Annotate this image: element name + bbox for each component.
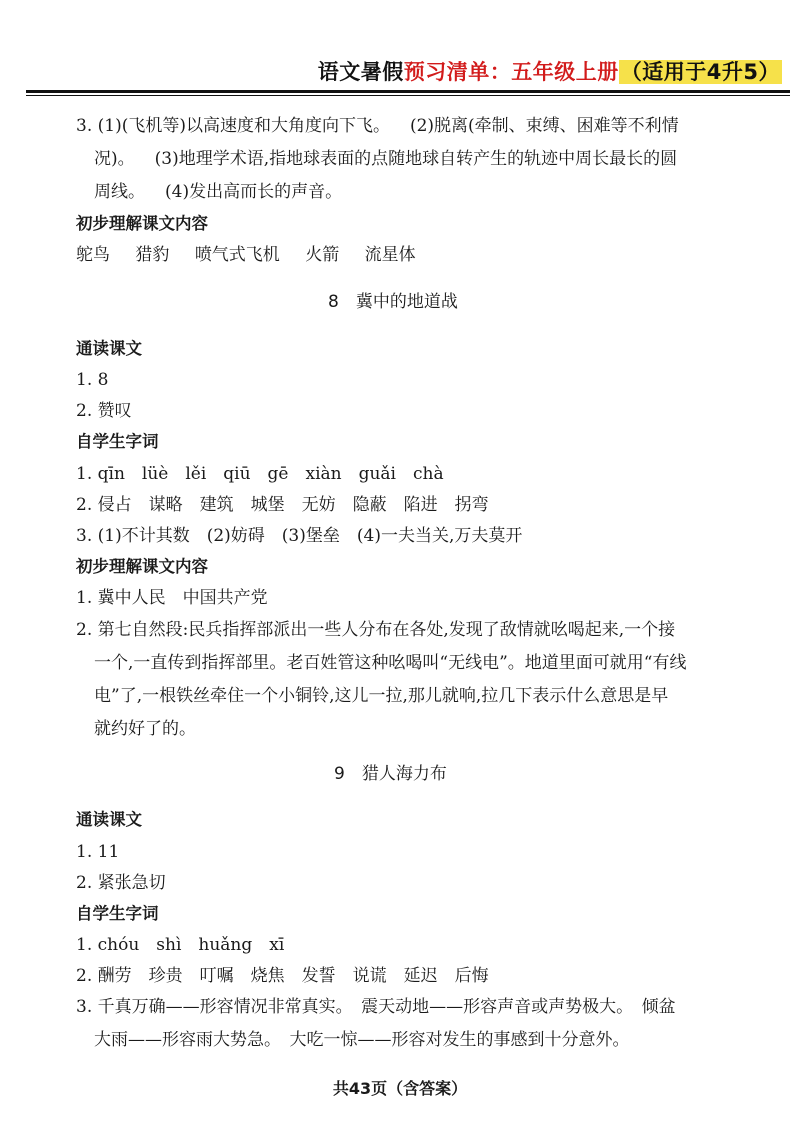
lesson8-words-2: 2. 侵占 谋略 建筑 城堡 无妨 隐蔽 陷进 拐弯 [76,495,489,515]
header-title [318,56,782,86]
lesson9-words-1: 1. chóu shì huǎng xī [76,935,285,955]
s7-understand-item: 猎豹 [135,245,170,265]
lesson8-understand-2-line1: 2. 第七自然段:民兵指挥部派出一些人分布在各处,发现了敌情就吆喝起来,一个接 [76,620,676,640]
lesson9-title: 9 猎人海力布 [334,764,447,784]
page-header [0,0,800,96]
s7-understand-item: 喷气式飞机 [194,245,280,265]
lesson8-understand-1: 1. 冀中人民 中国共产党 [76,588,268,608]
page-footer: 共43页（含答案） [332,1079,468,1098]
lesson8-read-1: 1. 8 [76,370,109,390]
s7-item3-part6: (4)发出高而长的声音。 [165,182,343,202]
lesson9-words-3-line2: 大雨——形容雨大势急。 大吃一惊——形容对发生的事感到十分意外。 [94,1030,630,1050]
s7-item3-line3 [94,180,342,204]
s7-understand-item: 鸵鸟 [76,245,110,265]
lesson9-heading-read: 通读课文 [76,810,142,829]
lesson9-heading-words: 自学生字词 [76,904,159,923]
lesson8-words-3: 3. (1)不计其数 (2)妨碍 (3)堡垒 (4)一夫当关,万夫莫开 [76,526,523,546]
s7-understand-item: 流星体 [364,245,416,265]
lesson9-words-3-line1: 3. 千真万确——形容情况非常真实。 震天动地——形容声音或声势极大。 倾盆 [76,997,676,1017]
s7-item3-line2 [94,147,677,171]
lesson8-title: 8 冀中的地道战 [328,292,458,312]
header-rule [26,90,790,93]
header-title-applicable: （适用于4升5） [620,60,780,84]
lesson9-read-1: 1. 11 [76,842,120,862]
lesson8-understand-2-line2: 一个,一直传到指挥部里。老百姓管这种吆喝叫“无线电”。地道里面可就用“有线 [94,653,687,673]
header-title-subject: 语文暑假 [317,60,404,84]
s7-item3-part1: 3. (1)(飞机等)以高速度和大角度向下飞。 [76,116,390,136]
lesson8-understand-2-line4: 就约好了的。 [94,719,196,739]
lesson9-words-2: 2. 酬劳 珍贵 叮嘱 烧焦 发誓 说谎 延迟 后悔 [76,966,489,986]
lesson8-understand-2-line3: 电”了,一根铁丝牵住一个小铜铃,这儿一拉,那儿就响,拉几下表示什么意思是早 [94,686,669,706]
s7-heading-understand: 初步理解课文内容 [76,214,208,233]
s7-item3-part2: (2)脱离(牵制、束缚、困难等不利情 [409,116,679,136]
s7-item3-line1 [76,114,679,138]
header-title-grade: 预习清单：五年级上册 [403,60,619,84]
lesson9-read-2: 2. 紧张急切 [76,873,166,893]
s7-item3-part4: (3)地理学术语,指地球表面的点随地球自转产生的轨迹中周长最长的圆 [154,149,678,169]
lesson8-read-2: 2. 赞叹 [76,401,132,421]
s7-item3-part3: 况)。 [94,149,135,169]
lesson8-words-1: 1. qīn lüè lěi qiū gē xiàn guǎi chà [76,464,444,484]
s7-understand-list [76,243,416,267]
s7-item3-part5: 周线。 [94,182,145,202]
header-rule-thin [26,95,790,96]
lesson8-heading-words: 自学生字词 [76,432,159,451]
s7-understand-item: 火箭 [305,245,340,265]
lesson8-heading-understand: 初步理解课文内容 [76,557,208,576]
lesson8-heading-read: 通读课文 [76,339,142,358]
